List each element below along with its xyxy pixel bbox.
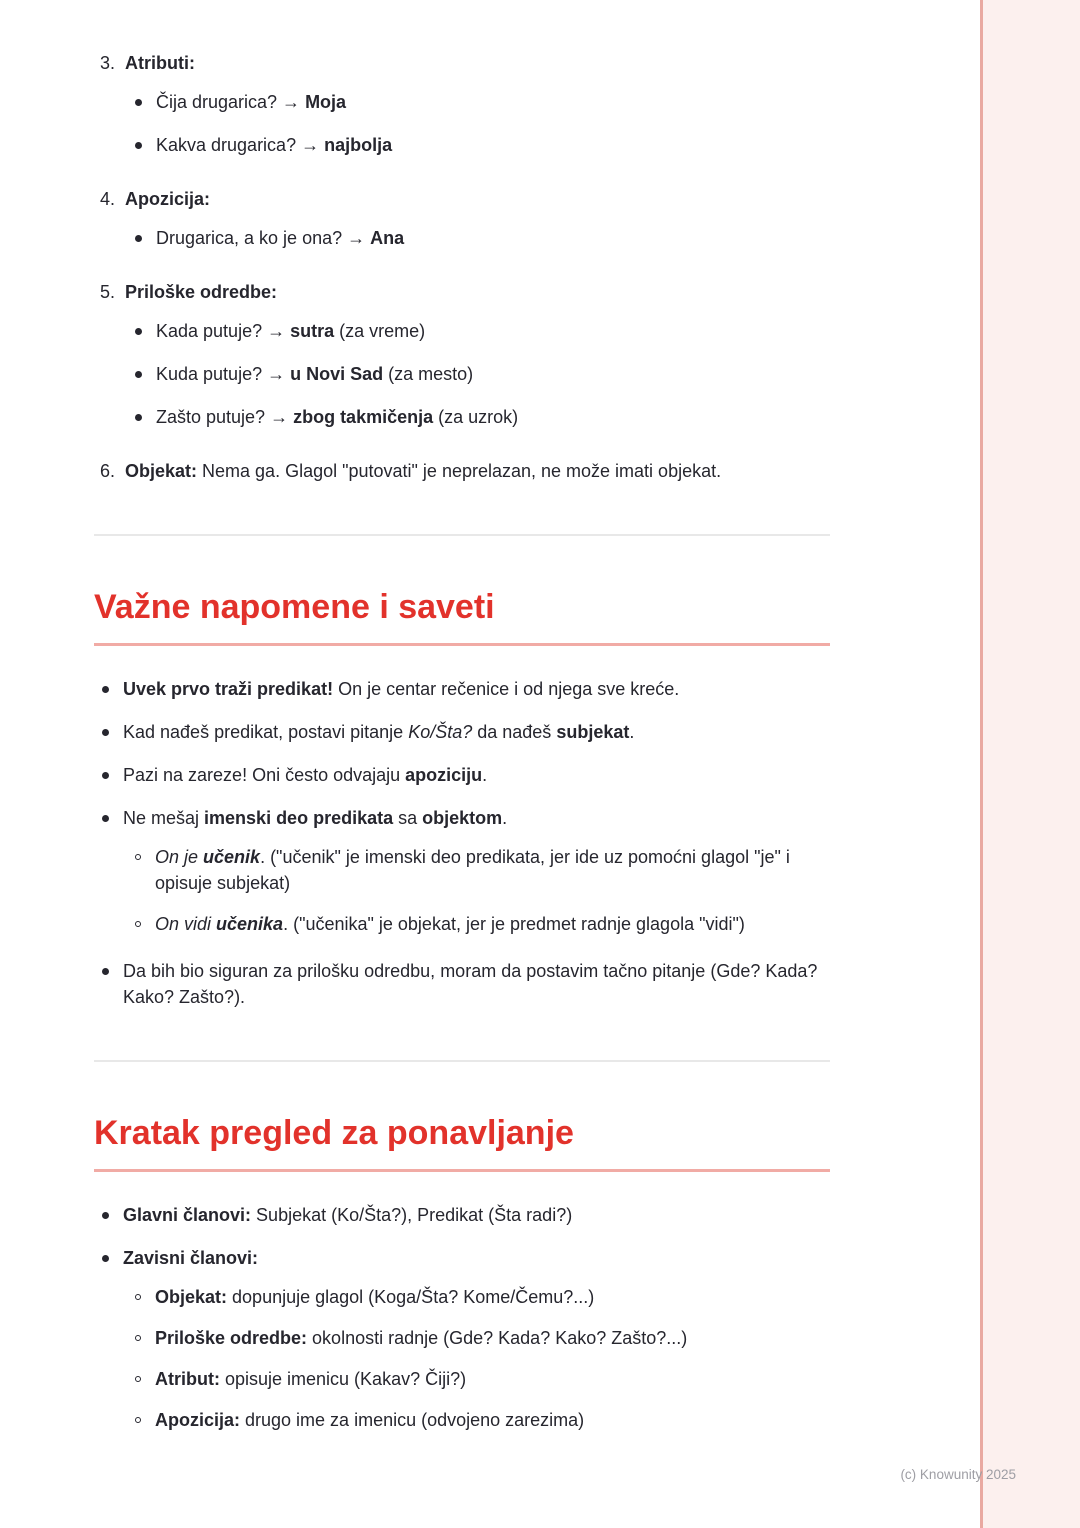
text-segment: Priloške odredbe:	[155, 1328, 308, 1348]
numbered-item	[100, 279, 830, 430]
page-edge-strip	[980, 0, 1080, 1528]
text-segment: Objekat:	[155, 1287, 228, 1307]
text-segment: okolnosti radnje (Gde? Kada? Kako? Zašto?...)	[307, 1328, 688, 1348]
text-segment: Subjekat (Ko/Šta?), Predikat (Šta radi?)	[251, 1205, 573, 1225]
list-item	[123, 1407, 830, 1433]
text-segment: objektom	[422, 808, 503, 828]
list-item-text	[156, 318, 830, 344]
text-segment: dopunjuje glagol (Koga/Šta? Kome/Čemu?...)	[227, 1287, 595, 1307]
list-item	[94, 1245, 830, 1437]
numbered-item	[100, 186, 830, 251]
numbered-item-text	[125, 50, 830, 158]
list-item-text	[123, 805, 830, 941]
list-item	[125, 318, 830, 344]
list-item	[123, 844, 830, 896]
text-segment: Objekat:	[125, 461, 198, 481]
list-item	[125, 404, 830, 430]
bullet-circle-icon	[135, 854, 141, 860]
section-heading-notes: Važne napomene i saveti	[94, 588, 830, 646]
text-segment: On vidi	[155, 914, 217, 934]
bullet-disc-icon	[102, 772, 109, 779]
text-segment: .	[629, 722, 635, 742]
list-item	[123, 1366, 830, 1392]
text-segment: Kada putuje? →	[156, 321, 291, 341]
text-segment: Atributi:	[125, 53, 195, 73]
text-segment: Pazi na zareze! Oni često odvajaju	[123, 765, 406, 785]
bullet-list	[125, 318, 830, 430]
text-segment: Ne mešaj	[123, 808, 205, 828]
text-segment: (za uzrok)	[433, 407, 519, 427]
bullet-disc-icon	[135, 328, 142, 335]
bullet-circle-icon	[135, 1335, 141, 1341]
text-segment: . ("učenik" je imenski deo predikata, jer ide uz pomoćni glagol "je" i opisuje subjekat)	[155, 847, 790, 893]
footer-credit: (c) Knowunity 2025	[900, 1467, 1016, 1482]
list-item-text	[156, 404, 830, 430]
text-segment: .	[482, 765, 488, 785]
bullet-list	[125, 89, 830, 158]
text-segment: Nema ga. Glagol "putovati" je neprelazan, ne može imati objekat.	[197, 461, 722, 481]
text-segment: Atribut:	[155, 1369, 220, 1389]
text-segment: (za mesto)	[383, 364, 474, 384]
list-item-text	[155, 1325, 830, 1351]
text-segment: Uvek prvo traži predikat!	[123, 679, 334, 699]
item-number: 4.	[100, 189, 116, 209]
list-item-text	[155, 1407, 830, 1433]
text-segment: (za vreme)	[334, 321, 426, 341]
bullet-circle-icon	[135, 921, 141, 927]
text-segment: sutra	[290, 321, 335, 341]
text-segment: . ("učenika" je objekat, jer je predmet radnje glagola "vidi")	[283, 914, 745, 934]
text-segment: učenik	[203, 847, 261, 867]
bullet-list	[125, 225, 830, 251]
numbered-item-text	[125, 279, 830, 430]
list-item	[94, 1202, 830, 1228]
text-segment: Kakva drugarica? →	[156, 135, 325, 155]
text-segment: drugo ime za imenicu (odvojeno zarezima)	[240, 1410, 585, 1430]
text-segment: Zavisni članovi:	[123, 1248, 259, 1268]
text-segment: da nađeš	[472, 722, 557, 742]
list-item	[94, 676, 830, 702]
bullet-disc-icon	[102, 1212, 109, 1219]
bullet-disc-icon	[135, 142, 142, 149]
bullet-disc-icon	[102, 729, 109, 736]
list-item	[125, 225, 830, 251]
section-important-notes	[94, 588, 830, 1010]
bullet-disc-icon	[102, 968, 109, 975]
text-segment: Čija drugarica? →	[156, 92, 306, 112]
text-segment: .	[502, 808, 508, 828]
list-item	[125, 361, 830, 387]
list-item-text	[156, 225, 830, 251]
bullet-disc-icon	[102, 1255, 109, 1262]
bullet-circle-icon	[135, 1417, 141, 1423]
bullet-circle-icon	[135, 1294, 141, 1300]
list-item	[123, 1325, 830, 1351]
text-segment: Ko/Šta?	[408, 722, 473, 742]
text-segment: zbog takmičenja	[293, 407, 434, 427]
item-number: 6.	[100, 461, 116, 481]
section-divider	[94, 534, 830, 536]
numbered-item	[100, 50, 830, 158]
text-segment: On je	[155, 847, 204, 867]
review-list	[94, 1202, 830, 1437]
document-content	[94, 50, 830, 1437]
list-item-text	[123, 719, 830, 745]
text-segment: apoziciju	[405, 765, 483, 785]
text-segment: najbolja	[324, 135, 393, 155]
section-heading-review: Kratak pregled za ponavljanje	[94, 1114, 830, 1172]
list-item-text	[123, 958, 830, 1010]
section-review	[94, 1114, 830, 1437]
text-segment: Glavni članovi:	[123, 1205, 252, 1225]
text-segment: Moja	[305, 92, 347, 112]
list-item-text	[156, 132, 830, 158]
numbered-item-text	[125, 186, 830, 251]
text-segment: On je centar rečenice i od njega sve kreće.	[333, 679, 680, 699]
list-item-text	[155, 844, 830, 896]
list-item	[125, 89, 830, 115]
list-item-text	[123, 676, 830, 702]
text-segment: Zašto putuje? →	[156, 407, 294, 427]
list-item-text	[155, 1284, 830, 1310]
bullet-list	[94, 1202, 830, 1437]
list-item	[123, 1284, 830, 1310]
list-item-text	[156, 361, 830, 387]
bullet-circle-icon	[135, 1376, 141, 1382]
bullet-disc-icon	[135, 99, 142, 106]
bullet-list	[123, 844, 830, 937]
list-item	[94, 805, 830, 941]
text-segment: Apozicija:	[125, 189, 211, 209]
text-segment: Da bih bio siguran za prilošku odredbu, moram da postavim tačno pitanje (Gde? Kada? Kako? Zašto?).	[123, 961, 818, 1007]
item-number: 5.	[100, 282, 116, 302]
text-segment: Kad nađeš predikat, postavi pitanje	[123, 722, 409, 742]
text-segment: Priloške odredbe:	[125, 282, 278, 302]
numbered-item	[100, 458, 830, 484]
list-item	[125, 132, 830, 158]
text-segment: Ana	[370, 228, 405, 248]
text-segment: učenika	[216, 914, 284, 934]
bullet-disc-icon	[102, 815, 109, 822]
text-segment: sa	[393, 808, 423, 828]
text-segment: Apozicija:	[155, 1410, 241, 1430]
bullet-disc-icon	[135, 371, 142, 378]
list-item	[123, 911, 830, 937]
text-segment: subjekat	[556, 722, 630, 742]
item-number: 3.	[100, 53, 116, 73]
text-segment: Drugarica, a ko je ona? →	[156, 228, 371, 248]
list-item-text	[123, 1245, 830, 1437]
bullet-disc-icon	[102, 686, 109, 693]
list-item-text	[123, 1202, 830, 1228]
text-segment: u Novi Sad	[290, 364, 384, 384]
text-segment: imenski deo predikata	[204, 808, 394, 828]
bullet-list	[94, 676, 830, 1010]
list-item-text	[123, 762, 830, 788]
list-item-text	[156, 89, 830, 115]
list-item-text	[155, 1366, 830, 1392]
text-segment: Kuda putuje? →	[156, 364, 291, 384]
list-item	[94, 958, 830, 1010]
text-segment: opisuje imenicu (Kakav? Čiji?)	[219, 1369, 467, 1389]
bullet-disc-icon	[135, 235, 142, 242]
bullet-list	[123, 1284, 830, 1433]
section-divider	[94, 1060, 830, 1062]
bullet-disc-icon	[135, 414, 142, 421]
numbered-list	[94, 50, 830, 484]
list-item	[94, 762, 830, 788]
numbered-item-text	[125, 458, 830, 484]
notes-list	[94, 676, 830, 1010]
list-item-text	[155, 911, 830, 937]
list-item	[94, 719, 830, 745]
